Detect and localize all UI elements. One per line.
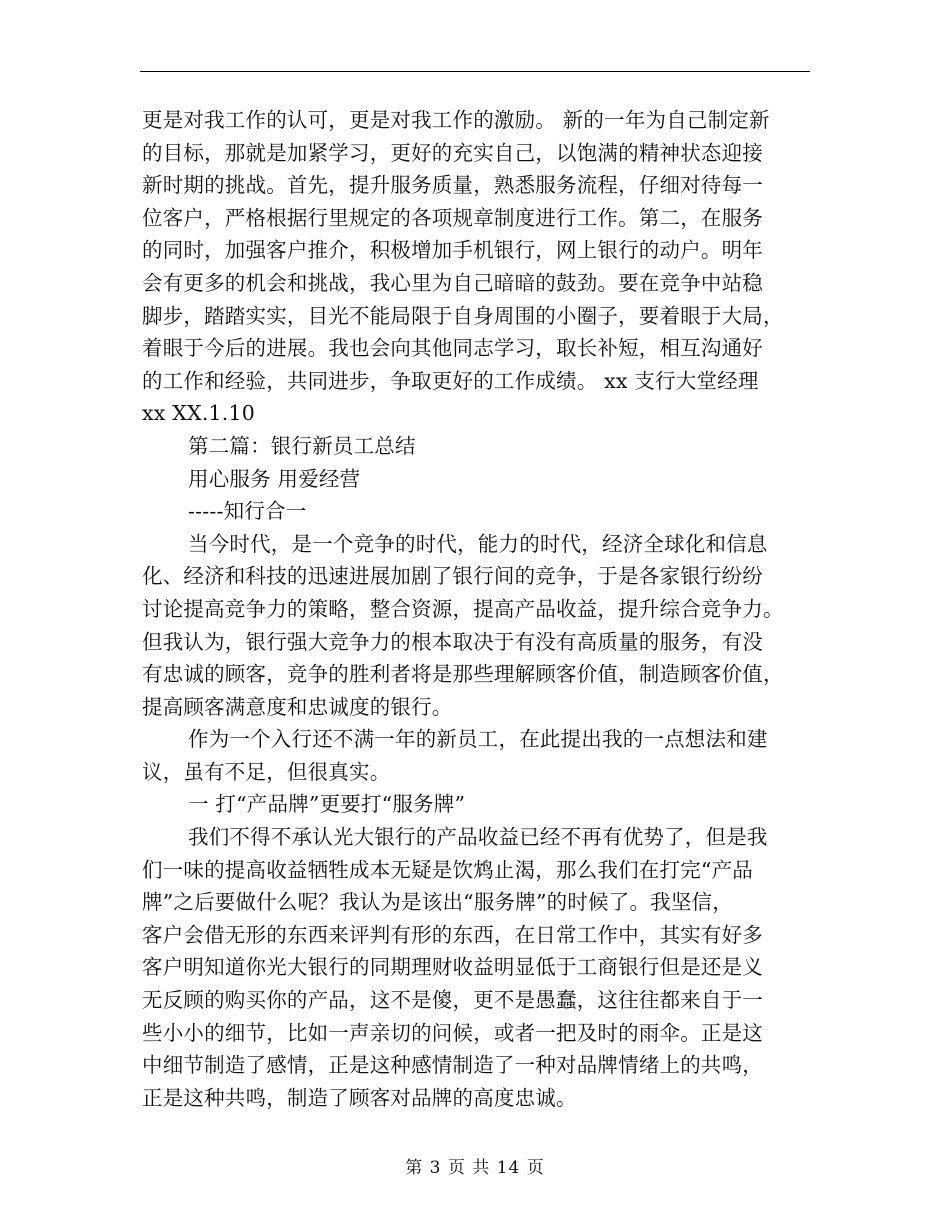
subsection-heading: 一 打“产品牌”更要打“服务牌” [188, 792, 466, 817]
text-line: 我们不得不承认光大银行的产品收益已经不再有优势了，但是我 [188, 825, 768, 850]
text-line: 讨论提高竞争力的策略，整合资源，提高产品收益，提升综合竞争力。 [142, 596, 784, 621]
text-line: 们一味的提高收益牺牲成本无疑是饮鸩止渴，那么我们在打完“产品 [142, 857, 753, 882]
text-line: 新时期的挑战。首先，提升服务质量，熟悉服务流程，仔细对待每一 [142, 173, 763, 198]
page-footer: 第 3 页 共 14 页 [405, 1158, 545, 1178]
section-tagline: -----知行合一 [188, 499, 307, 524]
text-line: 的工作和经验，共同进步，争取更好的工作成绩。 xx 支行大堂经理 [142, 368, 759, 393]
text-line: 的目标，那就是加紧学习，更好的充实自己，以饱满的精神状态迎接 [142, 140, 763, 165]
text-line: 中细节制造了感情，正是这种感情制造了一种对品牌情绪上的共鸣， [142, 1053, 763, 1078]
section-subtitle: 用心服务 用爱经营 [188, 466, 361, 491]
text-line: 提高顾客满意度和忠诚度的银行。 [142, 694, 453, 719]
text-line: 化、经济和科技的迅速进展加剧了银行间的竞争，于是各家银行纷纷 [142, 564, 763, 589]
text-line: 脚步，踏踏实实，目光不能局限于自身周围的小圈子，要着眼于大局， [142, 303, 784, 328]
text-line: 客户会借无形的东西来评判有形的东西，在日常工作中，其实有好多 [142, 922, 763, 947]
text-line: 更是对我工作的认可，更是对我工作的激励。 新的一年为自己制定新 [142, 108, 770, 132]
text-line: 有忠诚的顾客，竞争的胜利者将是那些理解顾客价值，制造顾客价值， [142, 662, 784, 687]
section-title: 第二篇：银行新员工总结 [188, 433, 416, 458]
signature-date-line: xx XX.1.10 [142, 401, 255, 426]
document-body [142, 104, 814, 1114]
text-line: 正是这种共鸣，制造了顾客对品牌的高度忠诚。 [142, 1085, 577, 1110]
text-line: 着眼于今后的进展。我也会向其他同志学习，取长补短，相互沟通好 [142, 336, 763, 361]
text-line: 议，虽有不足，但很真实。 [142, 759, 391, 784]
text-line: 当今时代，是一个竞争的时代，能力的时代，经济全球化和信息 [188, 531, 768, 556]
text-line: 位客户，严格根据行里规定的各项规章制度进行工作。第二，在服务 [142, 205, 763, 230]
text-line: 的同时，加强客户推介，积极增加手机银行，网上银行的动户。明年 [142, 238, 763, 263]
header-rule [140, 71, 810, 72]
text-line: 但我认为，银行强大竞争力的根本取决于有没有高质量的服务，有没 [142, 629, 763, 654]
text-line: 客户明知道你光大银行的同期理财收益明显低于工商银行但是还是义 [142, 955, 763, 980]
text-line: 作为一个入行还不满一年的新员工，在此提出我的一点想法和建 [188, 727, 768, 752]
text-line: 会有更多的机会和挑战，我心里为自己暗暗的鼓劲。要在竞争中站稳 [142, 270, 763, 295]
text-line: 无反顾的购买你的产品，这不是傻，更不是愚蠢，这往往都来自于一 [142, 988, 763, 1013]
text-line: 牌”之后要做什么呢？我认为是该出“服务牌”的时候了。我坚信， [142, 890, 733, 915]
text-line: 些小小的细节，比如一声亲切的问候，或者一把及时的雨伞。正是这 [142, 1020, 763, 1045]
